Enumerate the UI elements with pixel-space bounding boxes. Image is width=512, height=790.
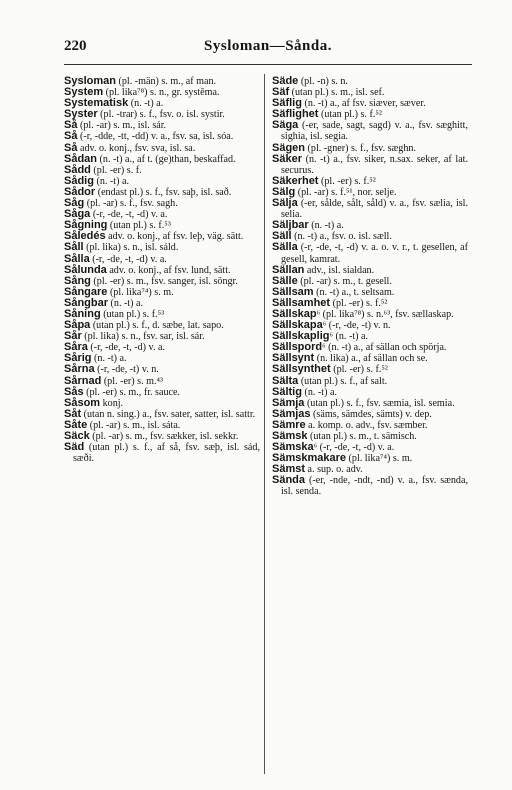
dictionary-entry [272, 231, 468, 242]
entry-headword: Sältig [272, 385, 302, 398]
entry-headword: Sälle [272, 274, 298, 287]
entry-headword: Sälla [272, 241, 298, 254]
entry-definition: a. sup. o. adv. [305, 464, 363, 476]
entry-headword: Sällskaplig [272, 330, 330, 343]
dictionary-entry [272, 265, 468, 276]
entry-definition: adv. o. konj., fsv. sva, isl. sa. [77, 142, 196, 154]
entry-headword: Så [64, 130, 78, 143]
entry-definition: (pl. -ar) s. f., fsv. sagh. [84, 198, 178, 210]
entry-headword: Sällsynt [272, 352, 315, 365]
dictionary-entry [64, 265, 260, 276]
dictionary-entry [272, 364, 468, 375]
entry-headword: Sår [64, 330, 82, 343]
left-column [64, 76, 260, 464]
entry-headword: Sällsam [272, 285, 314, 298]
entry-headword: Sämska [272, 441, 314, 454]
entry-headword: Sälja [272, 197, 298, 210]
entry-headword: Sämjas [272, 407, 311, 420]
entry-definition: adv., isl. sialdan. [304, 264, 375, 276]
entry-headword: Säker [272, 152, 302, 165]
entry-headword: Säll [272, 230, 292, 243]
entry-definition: (utan pl.) s. f., fsv. sæmia, isl. semia. [304, 397, 455, 409]
entry-definition: (n. -t) a. [308, 220, 344, 232]
entry-definition: ⁶ (pl. lika⁷⁸) s. n.⁶³, fsv. sællaskap. [316, 308, 454, 320]
entry-definition: (pl. -ar) s. m., t. gesell. [297, 275, 392, 287]
entry-definition: (pl. -er) s. f.⁵² [330, 364, 388, 376]
entry-definition: (pl. -n) s. n. [298, 76, 348, 87]
entry-definition: (-er, sålde, sålt, såld) v. a., fsv. sælia, isl. selia. [281, 198, 468, 221]
entry-definition: (utan pl.) s. f.⁵² [318, 109, 382, 121]
entry-definition: (pl. lika⁷⁴) s. m. [346, 453, 413, 465]
entry-headword: Så [64, 141, 78, 154]
page-header [64, 38, 472, 58]
dictionary-entry [64, 331, 260, 342]
entry-definition: (-r, -de, -t, -d) v. a. [89, 253, 167, 265]
entry-headword: Sysloman [64, 75, 116, 87]
entry-headword: Säljbar [272, 219, 309, 232]
entry-definition: (-r, -de, -t) v. n. [94, 364, 159, 376]
entry-definition: (utan pl.) s. f., af salt. [298, 375, 388, 387]
dictionary-entry [64, 409, 260, 420]
dictionary-entry [64, 442, 260, 464]
entry-headword: Sångbar [64, 296, 109, 309]
entry-definition: (utan pl.) s. f.⁵³ [107, 220, 171, 232]
entry-definition: (pl. -ar) s. m., fsv. sækker, isl. sekkr. [89, 431, 239, 442]
entry-definition: (n. lika) a., af sällan och se. [314, 353, 428, 365]
entry-headword: Såte [64, 418, 88, 431]
entry-headword: System [64, 86, 104, 99]
entry-headword: Sådd [64, 163, 91, 176]
dictionary-entry [64, 231, 260, 242]
entry-headword: Sända [272, 474, 306, 487]
entry-definition: adv. o. konj., af fsv. leþ, väg. sätt. [105, 231, 244, 243]
dictionary-entry [64, 187, 260, 198]
entry-headword: Sällsamhet [272, 296, 331, 309]
entry-definition: (-r, -de, -t, -d) v. a. [90, 209, 168, 221]
entry-headword: Sällspord [272, 341, 323, 354]
entry-headword: Såll [64, 241, 84, 254]
dictionary-entry [64, 131, 260, 142]
entry-definition: (utan pl.) s. f., d. sæbe, lat. sapo. [90, 320, 224, 332]
entry-definition: (pl. -er) s. f.⁵² [318, 175, 376, 187]
entry-definition: (n. -t) a. [93, 175, 129, 187]
entry-headword: Systematisk [64, 97, 129, 110]
entry-definition: (pl. -ar) s. m., isl. sár. [77, 120, 167, 132]
entry-definition: (pl. lika⁷⁸) s. n., gr. systēma. [103, 87, 220, 99]
entry-definition: (pl. -ar) s. m., isl. sáta. [87, 419, 181, 431]
dictionary-entry [64, 198, 260, 209]
entry-definition: (n. -t) a. [108, 297, 144, 309]
entry-definition: ⁶ (n. -t) a. [329, 331, 369, 343]
entry-headword: Såledés [64, 230, 106, 243]
entry-headword: Säflig [272, 97, 302, 110]
dictionary-entry [272, 76, 468, 87]
entry-headword: Såning [64, 307, 101, 320]
entry-definition: (n. -t) a., fsv. o. isl. sæll. [291, 231, 392, 243]
entry-definition: (n. -t) a., fsv. siker, n.sax. seker, af lat. securus. [281, 153, 468, 176]
entry-definition: (pl. -gner) s. f., fsv. sæghn. [305, 142, 416, 154]
entry-headword: Sång [64, 274, 91, 287]
page-title: Sysloman—Sånda. [204, 38, 332, 54]
entry-definition: a. komp. o. adv., fsv. sæmber. [305, 419, 428, 431]
entry-headword: Sämre [272, 418, 306, 431]
entry-definition: (utan pl.) s. m., t. sämisch. [307, 431, 417, 442]
dictionary-entry [272, 475, 468, 497]
page-number: 220 [64, 38, 87, 54]
entry-headword: Såra [64, 341, 88, 354]
entry-definition: (endast pl.) s. f., fsv. saþ, isl. sað. [95, 186, 232, 198]
entry-headword: Sårig [64, 352, 92, 365]
entry-headword: Sämsk [272, 430, 308, 442]
entry-definition: (pl. -män) s. m., af man. [115, 76, 217, 87]
dictionary-entry [272, 198, 468, 220]
entry-headword: Syster [64, 108, 98, 121]
entry-definition: (pl. lika⁷⁴) s. m. [107, 286, 174, 298]
dictionary-entry [64, 242, 260, 253]
entry-headword: Sämskmakare [272, 452, 347, 465]
dictionary-entry [64, 120, 260, 131]
entry-headword: Sågning [64, 219, 108, 232]
entry-definition: ⁶ (n. -t) a., af sällan och spörja. [322, 342, 447, 354]
dictionary-entry [272, 176, 468, 187]
entry-definition: (utan pl.) s. f., af så, fsv. sæþ, isl. sád, sæði. [73, 442, 260, 465]
entry-headword: Såpa [64, 319, 91, 332]
dictionary-entry [272, 154, 468, 176]
header-rule [64, 64, 472, 65]
dictionary-entry [272, 242, 468, 264]
entry-definition: (n. -t) a., t. seltsam. [313, 286, 395, 298]
entry-headword: Säf [272, 86, 290, 99]
dictionary-entry [64, 420, 260, 431]
entry-definition: (pl. -er) s. f. [90, 164, 142, 176]
entry-definition: (-r, -de, -t, -d) v. a. [87, 342, 165, 354]
entry-headword: Sångare [64, 285, 108, 298]
entry-headword: Sårnad [64, 374, 102, 387]
entry-headword: Så [64, 119, 78, 132]
entry-headword: Sämst [272, 463, 306, 476]
entry-definition: (-r, -de, -t, -d) v. a. o. v. r., t. gesellen, af gesell, kamrat. [281, 242, 468, 265]
entry-headword: Såt [64, 407, 82, 420]
entry-definition: (-r, -dde, -tt, -dd) v. a., fsv. sa, isl. sóa. [77, 131, 234, 143]
entry-definition: (-er, -nde, -ndt, -nd) v. a., fsv. sænda, isl. senda. [281, 475, 468, 498]
dictionary-entry [272, 220, 468, 231]
dictionary-entry [64, 154, 260, 165]
entry-definition: (utan pl.) s. f.⁵³ [100, 308, 165, 320]
dictionary-entry [272, 187, 468, 198]
entry-headword: Sålunda [64, 263, 107, 276]
entry-definition: (pl. -trar) s. f., fsv. o. isl. systir. [97, 109, 225, 121]
entry-definition: (n. -t) a., af t. (ge)than, beskaffad. [97, 153, 236, 165]
dictionary-entry [64, 109, 260, 120]
dictionary-entry [64, 398, 260, 409]
entry-definition: konj. [100, 397, 124, 409]
entry-headword: Sådor [64, 185, 96, 198]
entry-headword: Säde [272, 75, 299, 87]
entry-headword: Sällan [272, 263, 305, 276]
entry-definition: (pl. -er) s. m.⁴³ [101, 375, 164, 387]
entry-headword: Säga [272, 119, 299, 132]
entry-headword: Sägen [272, 141, 306, 154]
entry-headword: Säck [64, 430, 90, 442]
dictionary-entry [64, 320, 260, 331]
entry-headword: Sälg [272, 185, 296, 198]
entry-headword: Såg [64, 197, 85, 210]
entry-headword: Sällsynthet [272, 363, 331, 376]
entry-headword: Såsom [64, 396, 101, 409]
column-divider [264, 74, 265, 774]
entry-definition: (n. -t) a. [91, 353, 127, 365]
entry-definition: ⁶ (-r, -de, -t, -d) v. a. [313, 442, 395, 454]
entry-headword: Säkerhet [272, 174, 319, 187]
dictionary-entry [64, 342, 260, 353]
entry-definition: (utan pl.) s. m., isl. sef. [289, 87, 385, 99]
entry-definition: (-er, sade, sagt, sagd) v. a., fsv. sæghitt, sighia, isl. segia. [281, 120, 468, 143]
entry-headword: Sålla [64, 252, 90, 265]
entry-definition: (pl. -ar) s. f.⁵¹, nor. selje. [295, 186, 397, 198]
dictionary-entry [64, 376, 260, 387]
entry-definition: (pl. -er) s. m., fr. sauce. [83, 386, 180, 398]
entry-headword: Sårna [64, 363, 95, 376]
entry-definition: (pl. lika) s. n., fsv. sar, isl. sár. [81, 331, 205, 343]
entry-headword: Sådan [64, 152, 98, 165]
right-column [272, 76, 468, 498]
entry-headword: Sådig [64, 174, 94, 187]
dictionary-entry [64, 309, 260, 320]
entry-definition: (pl. -er) s. f.⁵² [330, 297, 388, 309]
entry-definition: (n. -t) a. [128, 98, 164, 110]
entry-definition: (pl. -er) s. m., fsv. sanger, isl. söngr. [90, 275, 238, 287]
entry-headword: Sälta [272, 374, 299, 387]
entry-headword: Såga [64, 208, 91, 221]
entry-headword: Sällskapa [272, 319, 323, 332]
entry-definition: (utan n. sing.) a., fsv. sater, satter, isl. sattr. [81, 408, 256, 420]
entry-definition: (pl. lika) s. n., isl. sáld. [83, 242, 179, 254]
entry-definition: (n. -t) a., af fsv. siæver, sæver. [301, 98, 426, 110]
dictionary-entry [272, 120, 468, 142]
entry-headword: Säflighet [272, 108, 319, 121]
entry-definition: adv. o. konj., af fsv. lund, sätt. [106, 264, 231, 276]
dictionary-entry [64, 431, 260, 442]
entry-definition: (n. -t) a. [301, 386, 337, 398]
entry-headword: Sällskap [272, 307, 317, 320]
entry-headword: Sås [64, 385, 84, 398]
entry-definition: ⁶ (-r, -de, -t) v. n. [322, 320, 391, 332]
entry-headword: Säd [64, 441, 85, 454]
dictionary-entry [272, 109, 468, 120]
entry-headword: Sämja [272, 396, 305, 409]
entry-definition: (säms, sämdes, sämts) v. dep. [310, 408, 432, 420]
